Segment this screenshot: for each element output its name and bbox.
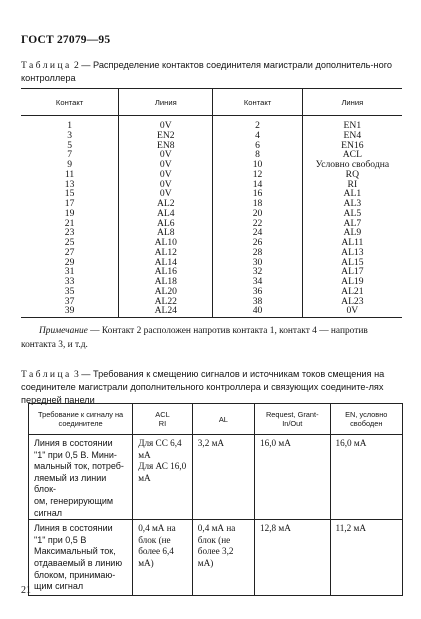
line-name-cell: AL3 [302, 199, 402, 209]
contact-number-cell: 14 [213, 180, 302, 190]
contact-number-cell: 16 [213, 189, 302, 199]
contact-number-cell: 31 [64, 266, 75, 278]
table2-note [21, 324, 405, 352]
line-name-cell: AL9 [302, 228, 402, 238]
cell-line: 16,0 мА [260, 438, 291, 448]
cell-line: блок (не [197, 534, 231, 545]
cell-line: 3,2 мА [197, 438, 225, 448]
contact-number-cell: 23 [64, 227, 75, 239]
line-name-cell: AL21 [302, 287, 402, 297]
requirement-cell [29, 520, 133, 596]
cell-line: 0,4 мА на [197, 523, 236, 534]
contact-number-cell: 2 [213, 116, 302, 131]
table2-caption-text: — Распределение контактов соединителя магистрали дополнитель-ного контроллера [21, 60, 392, 84]
cell-line: Максимальный ток, [34, 546, 116, 557]
contact-number-cell: 27 [64, 246, 75, 258]
line-name-cell: AL16 [119, 267, 213, 277]
value-cell [255, 435, 331, 520]
standard-header: ГОСТ 27079—95 [21, 34, 111, 46]
header-line: AL [218, 414, 228, 424]
value-cell [330, 435, 402, 520]
cell-line: более 3,2 [197, 546, 234, 557]
line-name-cell: 0V [119, 160, 213, 170]
contact-number-cell: 6 [213, 141, 302, 151]
line-name-cell: AL6 [119, 219, 213, 229]
table2-note-text: — Контакт 2 расположен напротив контакта 1, контакт 4 — напротив контакта 3, и т.д. [21, 326, 368, 350]
line-name-cell: AL15 [302, 258, 402, 268]
contact-number-cell: 26 [213, 238, 302, 248]
contact-number-cell: 33 [64, 276, 75, 287]
contact-distribution-table [21, 88, 402, 318]
line-name-cell: AL17 [302, 267, 402, 277]
line-name-cell: 0V [119, 170, 213, 180]
line-name-cell: AL7 [302, 219, 402, 229]
table2-header-line: Линия [119, 89, 213, 116]
line-name-cell: AL18 [119, 277, 213, 287]
line-name-cell: EN4 [302, 131, 402, 141]
table2-header-line: Линия [302, 89, 402, 116]
cell-line: более 6,4 [138, 546, 174, 557]
table3-header-cell [255, 404, 331, 435]
table2-caption-number: 2 [74, 60, 79, 71]
value-cell [255, 520, 331, 596]
contact-number-cell: 17 [64, 198, 75, 209]
line-name-cell: 0V [119, 150, 213, 160]
contact-number-cell: 9 [67, 159, 72, 170]
contact-number-cell: 29 [64, 256, 75, 268]
line-name-cell: EN8 [119, 141, 213, 151]
cell-line: блок (не [138, 534, 171, 545]
table3-caption [21, 368, 406, 408]
cell-line: "1" при 0,5 В. Мини- [34, 449, 117, 460]
line-name-cell: ACL [302, 150, 402, 160]
cell-line: 16,0 мА [335, 438, 367, 448]
header-line: Request, Grant- [265, 410, 319, 419]
header-line: ACL [155, 410, 170, 419]
bias-requirements-table [28, 403, 403, 596]
line-name-cell: AL11 [302, 238, 402, 248]
contact-number-cell: 19 [64, 207, 75, 219]
line-name-cell: AL2 [119, 199, 213, 209]
line-name-cell: 0V [119, 180, 213, 190]
cell-line: "1" при 0,5 В [34, 534, 87, 545]
cell-line: мальный ток, потреб- [34, 461, 124, 472]
cell-line: мА [138, 449, 151, 460]
contact-number-cell: 30 [213, 258, 302, 268]
line-name-cell: 0V [119, 116, 213, 131]
line-name-cell: AL22 [119, 297, 213, 307]
table3-header-row [29, 404, 403, 435]
line-name-cell: Условно свободна [302, 160, 402, 170]
table-row [21, 297, 402, 307]
header-line: соединителе [58, 419, 103, 428]
contact-number-cell: 28 [213, 248, 302, 258]
contact-number-cell: 39 [21, 306, 119, 317]
line-name-cell: AL8 [119, 228, 213, 238]
value-cell [133, 435, 193, 520]
line-name-cell: AL23 [302, 297, 402, 307]
contact-number-cell: 3 [67, 129, 72, 141]
table2-caption [21, 59, 406, 85]
table-row [21, 170, 402, 180]
contact-number-cell: 7 [67, 149, 72, 161]
contact-number-cell: 36 [213, 287, 302, 297]
line-name-cell: EN1 [302, 116, 402, 131]
contact-number-cell: 12 [213, 170, 302, 180]
line-name-cell: AL13 [302, 248, 402, 258]
line-name-cell: AL1 [302, 189, 402, 199]
contact-number-cell: 5 [67, 139, 72, 151]
table3-header-cell [133, 404, 193, 435]
line-name-cell: EN2 [119, 131, 213, 141]
table3-body [29, 435, 403, 596]
cell-line: Линия в состоянии [34, 438, 113, 448]
cell-line: 0,4 мА на [138, 523, 176, 534]
cell-line: мА) [197, 557, 214, 568]
contact-number-cell: 34 [213, 277, 302, 287]
line-name-cell: 0V [119, 189, 213, 199]
contact-number-cell: 24 [213, 228, 302, 238]
cell-line: Линия в состоянии [34, 523, 113, 534]
contact-number-cell: 11 [64, 168, 75, 180]
contact-number-cell: 21 [64, 217, 75, 229]
header-line: свободен [350, 419, 383, 428]
contact-number-cell: 22 [213, 219, 302, 229]
requirement-cell [29, 435, 133, 520]
contact-number-cell: 37 [64, 295, 75, 307]
contact-number-cell: 13 [64, 178, 75, 190]
line-name-cell: RQ [302, 170, 402, 180]
line-name-cell: AL14 [119, 258, 213, 268]
header-line: RI [158, 419, 167, 428]
page-number: 21 [21, 585, 31, 596]
line-name-cell: AL19 [302, 277, 402, 287]
line-name-cell: AL10 [119, 238, 213, 248]
table-row [21, 160, 402, 170]
contact-number-cell: 40 [213, 306, 302, 317]
line-name-cell: AL4 [119, 209, 213, 219]
cell-line: ляемый из линии блок- [34, 472, 107, 495]
table-row [29, 520, 403, 596]
cell-line: мА) [138, 557, 154, 568]
table3-caption-text: — Требования к смещению сигналов и источникам токов смещения на соединителе магистрали дополнительного контроллера и связующих соедините-лях передней панели [21, 369, 385, 406]
cell-line: щим сигнал [34, 581, 84, 592]
line-name-cell: AL5 [302, 209, 402, 219]
header-line: In/Out [282, 419, 303, 428]
cell-line: ом, генерирующим [34, 495, 114, 506]
cell-line: 11,2 мА [335, 523, 366, 534]
table2-header-contact: Контакт [21, 89, 119, 116]
table2-caption-label: Таблица [21, 60, 72, 71]
contact-number-cell: 25 [64, 237, 75, 248]
cell-line: Для АС 16,0 [138, 461, 187, 472]
contact-number-cell: 10 [213, 160, 302, 170]
header-line: Требование к сигналу на [38, 410, 124, 419]
table-row [21, 306, 402, 317]
cell-line: отдаваемый в линию [34, 557, 123, 568]
table2-body [21, 116, 402, 318]
contact-number-cell: 4 [213, 131, 302, 141]
table2-note-label: Примечание [39, 326, 88, 336]
line-name-cell: EN16 [302, 141, 402, 151]
contact-number-cell: 35 [64, 285, 75, 297]
cell-line: Для СС 6,4 [138, 438, 182, 448]
table-row [21, 116, 402, 131]
table3-caption-number: 3 [74, 369, 79, 380]
cell-line: мА [138, 472, 151, 483]
table-row [29, 435, 403, 520]
table3-caption-label: Таблица [21, 369, 72, 380]
header-line: EN, условно [345, 410, 388, 419]
table2-header-contact: Контакт [213, 89, 302, 116]
contact-number-cell: 18 [213, 199, 302, 209]
contact-number-cell: 15 [64, 188, 75, 200]
line-name-cell: AL20 [119, 287, 213, 297]
line-name-cell: AL12 [119, 248, 213, 258]
value-cell [192, 435, 254, 520]
line-name-cell: AL24 [119, 306, 213, 317]
contact-number-cell: 32 [213, 267, 302, 277]
cell-line: сигнал [34, 507, 63, 518]
table3-header-cell [192, 404, 254, 435]
table3-header-cell [29, 404, 133, 435]
table3-header-cell [330, 404, 402, 435]
value-cell [192, 520, 254, 596]
contact-number-cell: 1 [67, 120, 72, 131]
line-name-cell: 0V [302, 306, 402, 317]
value-cell [133, 520, 193, 596]
line-name-cell: RI [302, 180, 402, 190]
cell-line: 12,8 мА [260, 523, 291, 534]
contact-number-cell: 20 [213, 209, 302, 219]
value-cell [330, 520, 402, 596]
contact-number-cell: 8 [213, 150, 302, 160]
cell-line: блоком, принимаю- [34, 569, 116, 580]
contact-number-cell: 38 [213, 297, 302, 307]
